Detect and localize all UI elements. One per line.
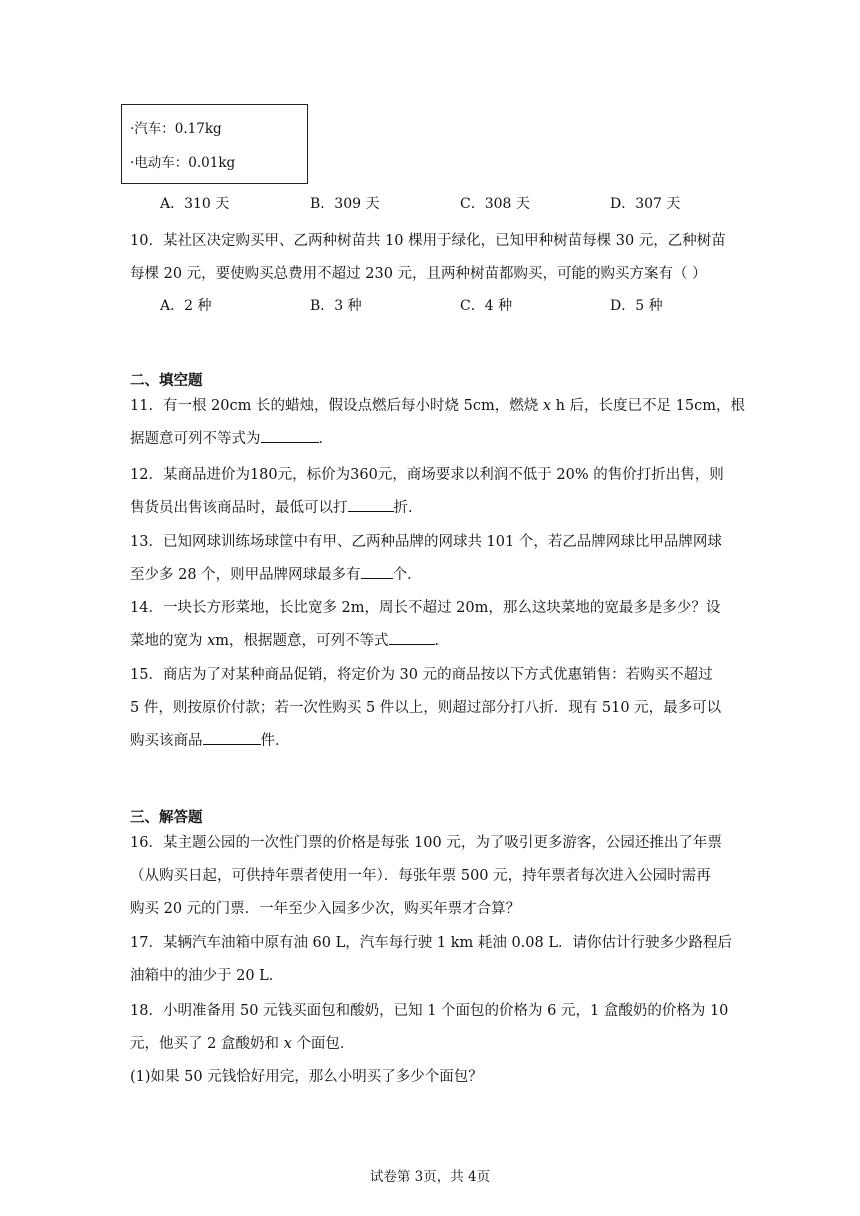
q10-option-b: B．3 种 [310, 298, 362, 314]
q18-line1: 18．小明准备用 50 元钱买面包和酸奶，已知 1 个面包的价格为 6 元，1 盒酸奶的价格为 10 [130, 1003, 729, 1019]
page-footer: 试卷第 3页，共 4页 [369, 1169, 491, 1185]
q10-option-d: D．5 种 [610, 298, 663, 314]
question-12 [130, 464, 740, 519]
q15-line3: 购买该商品 件． [130, 730, 740, 752]
box-line-ev: ·电动车：0.01kg [130, 155, 236, 171]
q14-line1: 14．一块长方形菜地，长比宽多 2m，周长不超过 20m，那么这块菜地的宽最多是多少？设 [130, 600, 721, 616]
q11-line2: 据题意可列不等式为 ． [130, 428, 740, 450]
q17-line1: 17．某辆汽车油箱中原有油 60 L，汽车每行驶 1 km 耗油 0.08 L．请你估计行驶多少路程后 [130, 935, 732, 951]
q16-line2: （从购买日起，可供持年票者使用一年）．每张年票 500 元，持年票者每次进入公园时需再 [130, 868, 711, 884]
box-line-car: ·汽车：0.17kg [130, 121, 222, 137]
q13-line2: 至少多 28 个，则甲品牌网球最多有 个． [130, 564, 740, 586]
question-16 [130, 832, 740, 920]
q17-line2: 油箱中的油少于 20 L． [130, 968, 284, 984]
q9-option-d: D．307 天 [610, 196, 681, 212]
variable-x: x [207, 633, 216, 649]
q12-line1: 12．某商品进价为180元，标价为360元，商场要求以利润不低于 20% 的售价打折出售，则 [130, 467, 724, 483]
answer-blank[interactable] [203, 730, 261, 745]
question-14 [130, 597, 740, 652]
q10-line1: 10．某社区决定购买甲、乙两种树苗共 10 棵用于绿化，已知甲种树苗每棵 30 元，乙种树苗 [130, 233, 726, 249]
q18-subquestion-1: (1)如果 50 元钱恰好用完，那么小明买了多少个面包？ [130, 1069, 483, 1085]
q10-option-c: C．4 种 [460, 298, 513, 314]
q16-line1: 16．某主题公园的一次性门票的价格是每张 100 元，为了吸引更多游客，公园还推出了年票 [130, 835, 722, 851]
q11-line1: 11．有一根 20cm 长的蜡烛，假设点燃后每小时烧 5cm，燃烧 x h 后，长度已不足 15cm，根 [130, 398, 745, 414]
emission-info-box [121, 104, 308, 184]
section-answer-title: 三、解答题 [130, 809, 203, 826]
q16-line3: 购买 20 元的门票．一年至少入园多少次，购买年票才合算？ [130, 901, 521, 917]
q10-option-a: A．2 种 [160, 298, 212, 314]
q9-option-c: C．308 天 [460, 196, 530, 212]
q18-line2: 元，他买了 2 盒酸奶和 x 个面包． [130, 1036, 355, 1052]
question-13 [130, 531, 740, 586]
section-fill-in-title: 二、填空题 [130, 372, 203, 389]
q9-option-a: A．310 天 [160, 196, 230, 212]
question-17 [130, 932, 740, 987]
answer-blank[interactable] [261, 428, 319, 443]
q15-line2: 5 件，则按原价付款；若一次性购买 5 件以上，则超过部分打八折．现有 510 元，最多可以 [130, 700, 722, 716]
answer-blank[interactable] [361, 564, 393, 579]
q15-line1: 15．商店为了对某种商品促销，将定价为 30 元的商品按以下方式优惠销售：若购买不超过 [130, 667, 713, 683]
question-18 [130, 1000, 740, 1088]
q10-options [160, 295, 760, 315]
q9-options [160, 193, 760, 213]
q9-option-b: B．309 天 [310, 196, 380, 212]
variable-x: x [283, 1036, 292, 1052]
q10-line2: 每棵 20 元，要使购买总费用不超过 230 元，且两种树苗都购买，可能的购买方案有（ ） [130, 266, 707, 282]
question-10 [130, 230, 740, 285]
question-15 [130, 664, 740, 752]
answer-blank[interactable] [389, 630, 435, 645]
question-11 [130, 395, 745, 450]
q14-line2: 菜地的宽为 xm，根据题意，可列不等式 ． [130, 630, 740, 652]
variable-x: x [542, 398, 551, 414]
q13-line1: 13．已知网球训练场球筐中有甲、乙两种品牌的网球共 101 个，若乙品牌网球比甲品牌网球 [130, 534, 722, 550]
q12-line2: 售货员出售该商品时，最低可以打 折． [130, 497, 740, 519]
answer-blank[interactable] [348, 497, 394, 512]
